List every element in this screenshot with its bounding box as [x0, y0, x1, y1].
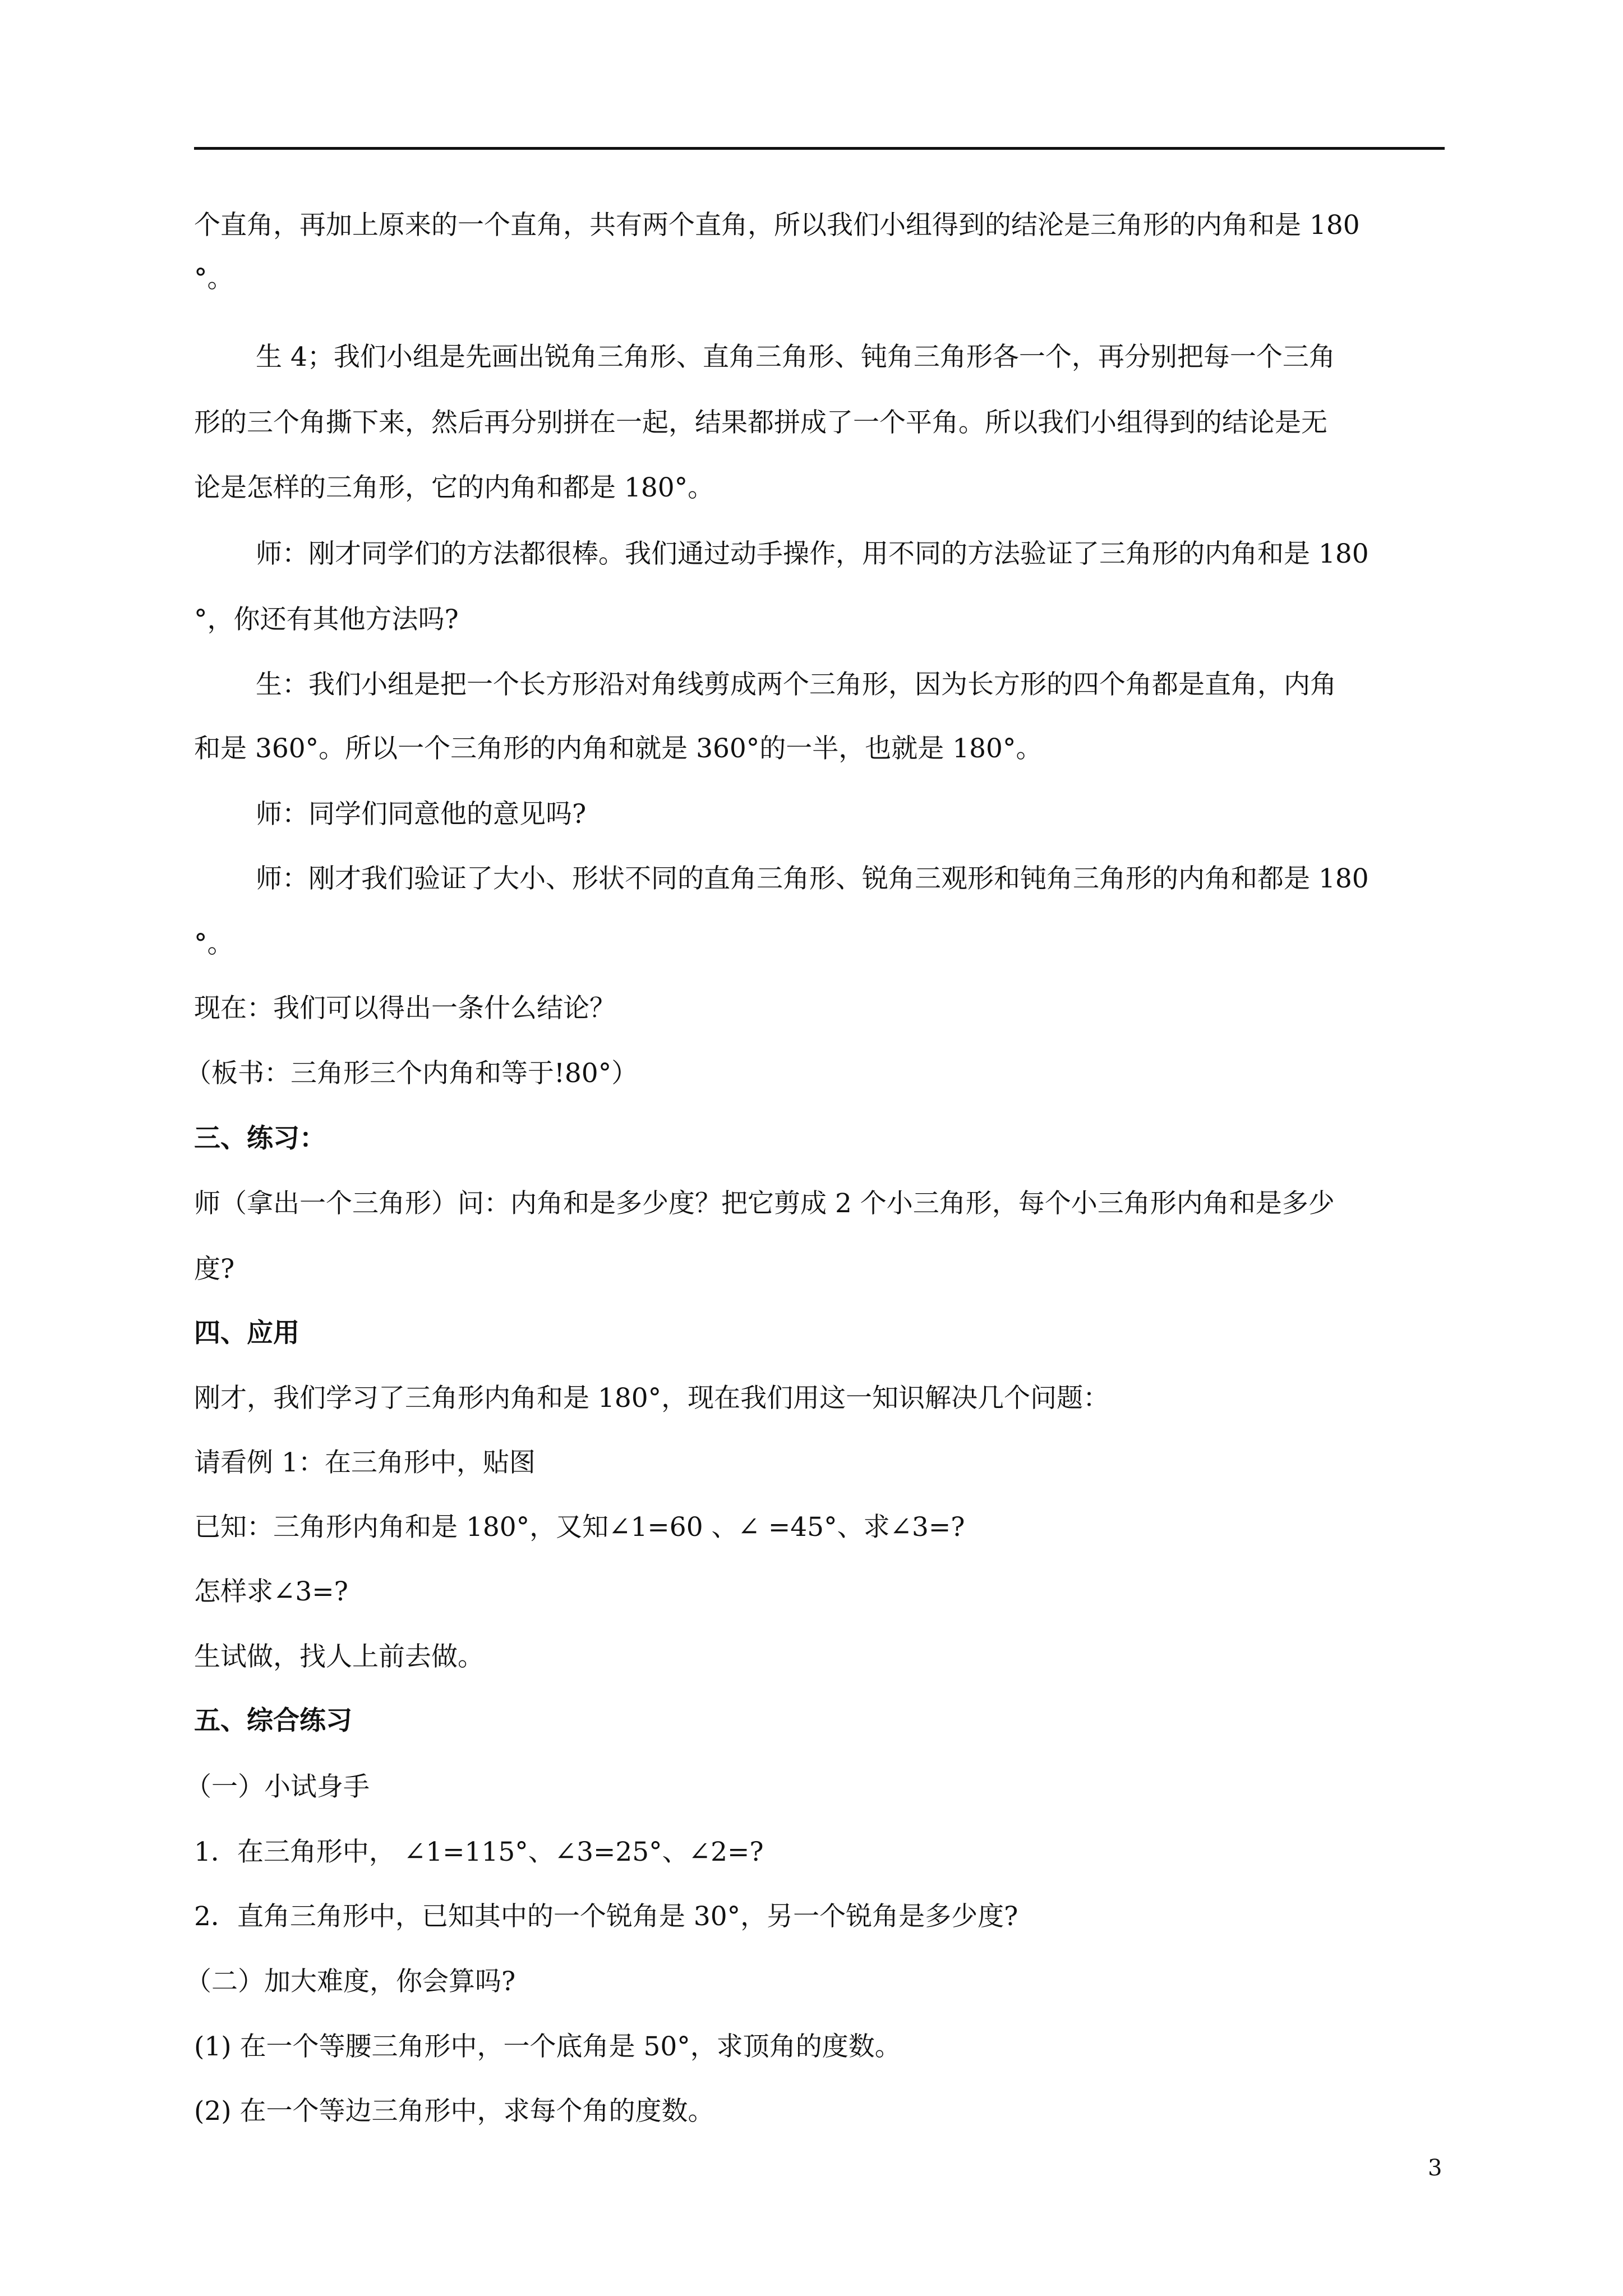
- page-number: 3: [1428, 2155, 1442, 2181]
- paragraph-line: （二）加大难度，你会算吗?: [185, 1966, 516, 1997]
- paragraph-line: 师（拿出一个三角形）问：内角和是多少度？把它剪成 2 个小三角形，每个小三角形内角和是多少: [194, 1188, 1335, 1219]
- section-heading: 三、练习：: [194, 1123, 326, 1154]
- section-heading: 五、综合练习: [194, 1705, 352, 1736]
- paragraph-line: 现在：我们可以得出一条什么结论？: [194, 993, 616, 1024]
- paragraph-line: 度?: [194, 1254, 235, 1285]
- paragraph-line: 已知：三角形内角和是 180°，又知∠1=60 、∠ =45°、求∠3=?: [194, 1512, 965, 1543]
- paragraph-line: （板书：三角形三个内角和等于!80°）: [185, 1058, 638, 1089]
- paragraph-line: 生：我们小组是把一个长方形沿对角线剪成两个三角形，因为长方形的四个角都是直角，内角: [256, 669, 1336, 700]
- paragraph-line: （一）小试身手: [185, 1772, 370, 1802]
- paragraph-line: 形的三个角撕下来，然后再分别拼在一起，结果都拼成了一个平角。所以我们小组得到的结论是无: [194, 407, 1327, 438]
- exercise-item: 2．直角三角形中，已知其中的一个锐角是 30°，另一个锐角是多少度?: [194, 1901, 1018, 1932]
- paragraph-line: °。: [194, 263, 234, 294]
- paragraph-line: 生 4；我们小组是先画出锐角三角形、直角三角形、钝角三角形各一个，再分别把每一个三角: [256, 342, 1335, 372]
- exercise-item: (1) 在一个等腰三角形中，一个底角是 50°，求顶角的度数。: [194, 2031, 901, 2062]
- paragraph-line: 和是 360°。所以一个三角形的内角和就是 360°的一半，也就是 180°。: [194, 733, 1043, 764]
- paragraph-line: 请看例 1：在三角形中，贴图: [194, 1447, 536, 1478]
- paragraph-line: 怎样求∠3=?: [194, 1576, 348, 1607]
- paragraph-line: °。: [194, 928, 234, 959]
- paragraph-line: 论是怎样的三角形，它的内角和都是 180°。: [194, 472, 714, 503]
- paragraph-line: 师：刚才同学们的方法都很棒。我们通过动手操作，用不同的方法验证了三角形的内角和是 180: [256, 539, 1369, 569]
- paragraph-line: 生试做，找人上前去做。: [194, 1641, 484, 1672]
- paragraph-line: 师：同学们同意他的意见吗?: [256, 799, 587, 830]
- paragraph-line: 师：刚才我们验证了大小、形状不同的直角三角形、锐角三观形和钝角三角形的内角和都是 180: [256, 863, 1369, 894]
- header-rule: [194, 147, 1445, 150]
- exercise-item: (2) 在一个等边三角形中，求每个角的度数。: [194, 2096, 714, 2127]
- paragraph-line: 刚才，我们学习了三角形内角和是 180°，现在我们用这一知识解决几个问题：: [194, 1383, 1110, 1414]
- exercise-item: 1．在三角形中， ∠1=115°、∠3=25°、∠2=?: [194, 1837, 764, 1867]
- section-heading: 四、应用: [194, 1318, 299, 1349]
- paragraph-line: 个直角，再加上原来的一个直角，共有两个直角，所以我们小组得到的结沦是三角形的内角和是 180: [194, 210, 1360, 241]
- paragraph-line: °，你还有其他方法吗?: [194, 604, 459, 635]
